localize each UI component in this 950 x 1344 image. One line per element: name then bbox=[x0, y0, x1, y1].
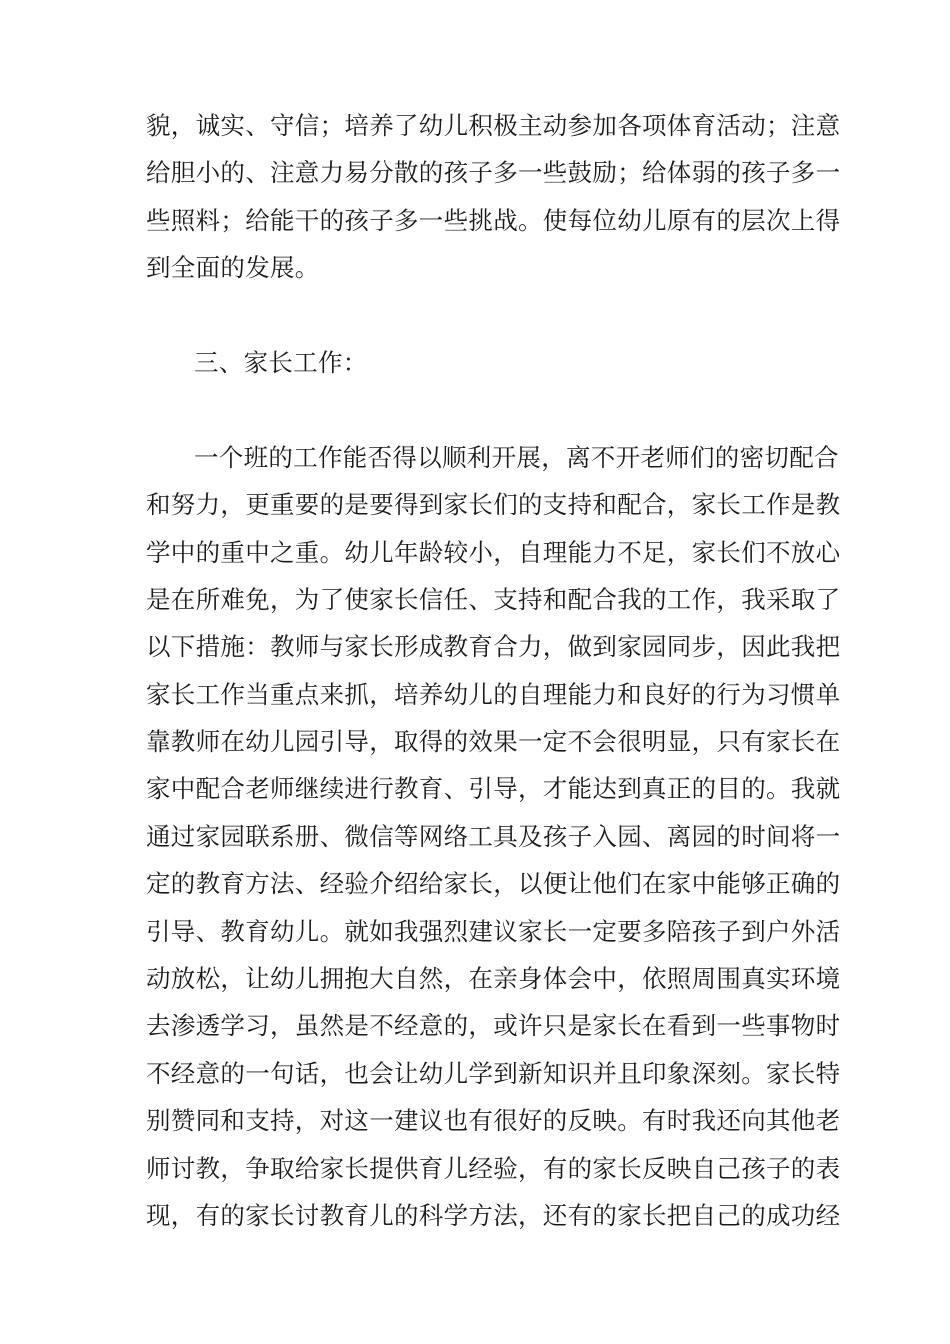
para2-line-3: 学中的重中之重。幼儿年龄较小，自理能力不足，家长们不放心 bbox=[146, 537, 841, 567]
para2-line-1: 一个班的工作能否得以顺利开展，离不开老师们的密切配合 bbox=[194, 442, 839, 472]
para2-line-12: 动放松，让幼儿拥抱大自然，在亲身体会中，依照周围真实环境 bbox=[146, 964, 841, 994]
para2-line-5: 以下措施：教师与家长形成教育合力，做到家园同步，因此我把 bbox=[146, 632, 841, 662]
para2-line-14: 不经意的一句话，也会让幼儿学到新知识并且印象深刻。家长特 bbox=[146, 1058, 841, 1088]
section-heading: 三、家长工作： bbox=[194, 347, 368, 377]
para1-line-1: 貌，诚实、守信；培养了幼儿积极主动参加各项体育活动；注意 bbox=[146, 111, 841, 140]
para2-line-15: 别赞同和支持，对这一建议也有很好的反映。有时我还向其他老 bbox=[146, 1106, 841, 1136]
para2-line-4: 是在所难免，为了使家长信任、支持和配合我的工作，我采取了 bbox=[146, 584, 841, 614]
para2-line-9: 通过家园联系册、微信等网络工具及孩子入园、离园的时间将一 bbox=[146, 821, 841, 851]
para2-line-11: 引导、教育幼儿。就如我强烈建议家长一定要多陪孩子到户外活 bbox=[146, 916, 841, 946]
para2-line-8: 家中配合老师继续进行教育、引导，才能达到真正的目的。我就 bbox=[146, 774, 841, 804]
para2-line-16: 师讨教，争取给家长提供育儿经验，有的家长反映自己孩子的表 bbox=[146, 1153, 841, 1183]
para1-line-4: 到全面的发展。 bbox=[146, 253, 320, 283]
paragraph-gap bbox=[146, 292, 806, 339]
para1-line-2: 给胆小的、注意力易分散的孩子多一些鼓励；给体弱的孩子多一 bbox=[146, 158, 841, 188]
para1-line-3: 些照料；给能干的孩子多一些挑战。使每位幼儿原有的层次上得 bbox=[146, 205, 841, 235]
para2-line-13: 去渗透学习，虽然是不经意的，或许只是家长在看到一些事物时 bbox=[146, 1011, 841, 1041]
para2-line-10: 定的教育方法、经验介绍给家长，以便让他们在家中能够正确的 bbox=[146, 869, 841, 899]
para2-line-7: 靠教师在幼儿园引导，取得的效果一定不会很明显，只有家长在 bbox=[146, 727, 841, 757]
para2-line-6: 家长工作当重点来抓，培养幼儿的自理能力和良好的行为习惯单 bbox=[146, 679, 841, 709]
para2-line-17: 现，有的家长讨教育儿的科学方法，还有的家长把自己的成功经 bbox=[146, 1200, 841, 1230]
document-body bbox=[146, 102, 841, 1239]
paragraph-gap bbox=[146, 386, 806, 433]
para2-line-2: 和努力，更重要的是要得到家长们的支持和配合，家长工作是教 bbox=[146, 490, 841, 520]
